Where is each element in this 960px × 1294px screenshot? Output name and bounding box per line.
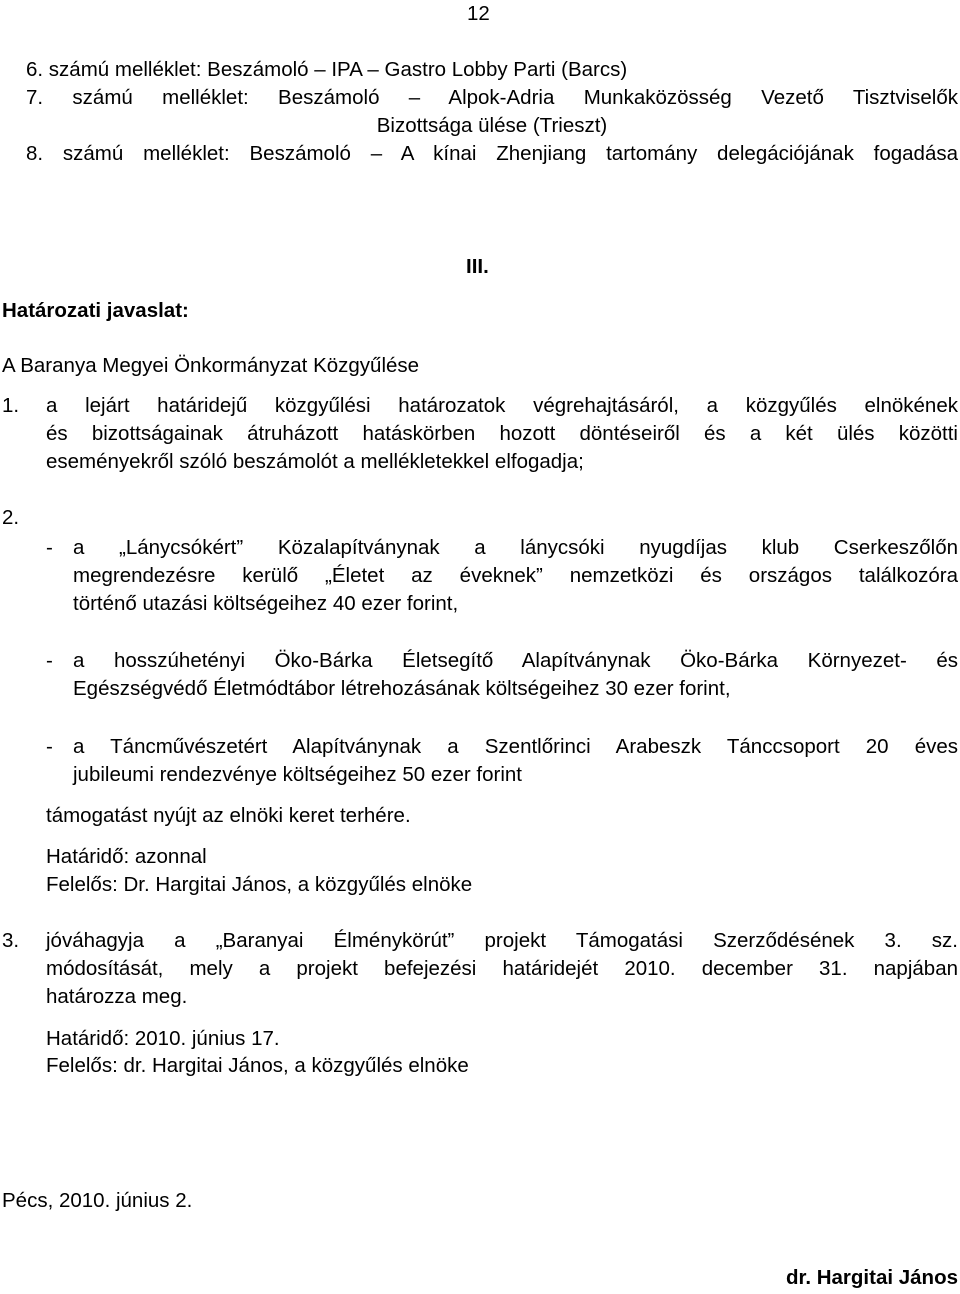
signature-name: dr. Hargitai János (785, 1266, 958, 1289)
item-2-number: 2. (2, 506, 20, 529)
item-2-support: támogatást nyújt az elnöki keret terhére. (46, 804, 411, 827)
item-1-line3: eseményekről szóló beszámolót a mellékletekkel elfogadja; (46, 450, 584, 473)
item-3-deadline: Határidő: 2010. június 17. (46, 1027, 280, 1050)
bullet-dash: - (46, 536, 53, 559)
item-2-bullet-1-line1: a „Lánycsókért” Közalapítványnak a lánycsóki nyugdíjas klub Cserkeszőlőn (73, 536, 958, 559)
attachment-7-line1: 7. számú melléklet: Beszámoló – Alpok-Adria Munkaközösség Vezető Tisztviselők (26, 86, 958, 109)
item-1-line2: és bizottságainak átruházott hatáskörben hozott döntéseiről és a két ülés közötti (46, 422, 958, 445)
page-number: 12 (467, 2, 490, 25)
place-date: Pécs, 2010. június 2. (2, 1189, 193, 1212)
item-3-responsible: Felelős: dr. Hargitai János, a közgyűlés elnöke (46, 1054, 469, 1077)
item-1-number: 1. (2, 394, 20, 417)
item-1-line1: a lejárt határidejű közgyűlési határozatok végrehajtásáról, a közgyűlés elnökének (46, 394, 958, 417)
item-2-bullet-2-line1: a hosszúhetényi Öko-Bárka Életsegítő Alapítványnak Öko-Bárka Környezet- és (73, 649, 958, 672)
bullet-dash: - (46, 735, 53, 758)
item-3-line3: határozza meg. (46, 985, 188, 1008)
resolution-heading: Határozati javaslat: (2, 299, 189, 322)
attachment-7-line2: Bizottsága ülése (Trieszt) (376, 114, 608, 137)
item-2-responsible: Felelős: Dr. Hargitai János, a közgyűlés elnöke (46, 873, 473, 896)
item-3-line1: jóváhagyja a „Baranyai Élménykörút” projekt Támogatási Szerződésének 3. sz. (46, 929, 958, 952)
attachment-6: 6. számú melléklet: Beszámoló – IPA – Gastro Lobby Parti (Barcs) (26, 58, 628, 81)
item-3-number: 3. (2, 929, 20, 952)
item-2-deadline: Határidő: azonnal (46, 845, 207, 868)
item-2-bullet-2-line2: Egészségvédő Életmódtábor létrehozásának költségeihez 30 ezer forint, (73, 677, 731, 700)
attachment-8: 8. számú melléklet: Beszámoló – A kínai Zhenjiang tartomány delegációjának fogadása (26, 142, 958, 165)
resolution-intro: A Baranya Megyei Önkormányzat Közgyűlése (2, 354, 420, 377)
item-3-line2: módosítását, mely a projekt befejezési határidejét 2010. december 31. napjában (46, 957, 958, 980)
item-2-bullet-3-line2: jubileumi rendezvénye költségeihez 50 ezer forint (73, 763, 522, 786)
section-number: III. (466, 255, 489, 278)
item-2-bullet-3-line1: a Táncművészetért Alapítványnak a Szentlőrinci Arabeszk Tánccsoport 20 éves (73, 735, 958, 758)
item-2-bullet-1-line3: történő utazási költségeihez 40 ezer forint, (73, 592, 459, 615)
bullet-dash: - (46, 649, 53, 672)
item-2-bullet-1-line2: megrendezésre kerülő „Életet az éveknek” nemzetközi és országos találkozóra (73, 564, 958, 587)
